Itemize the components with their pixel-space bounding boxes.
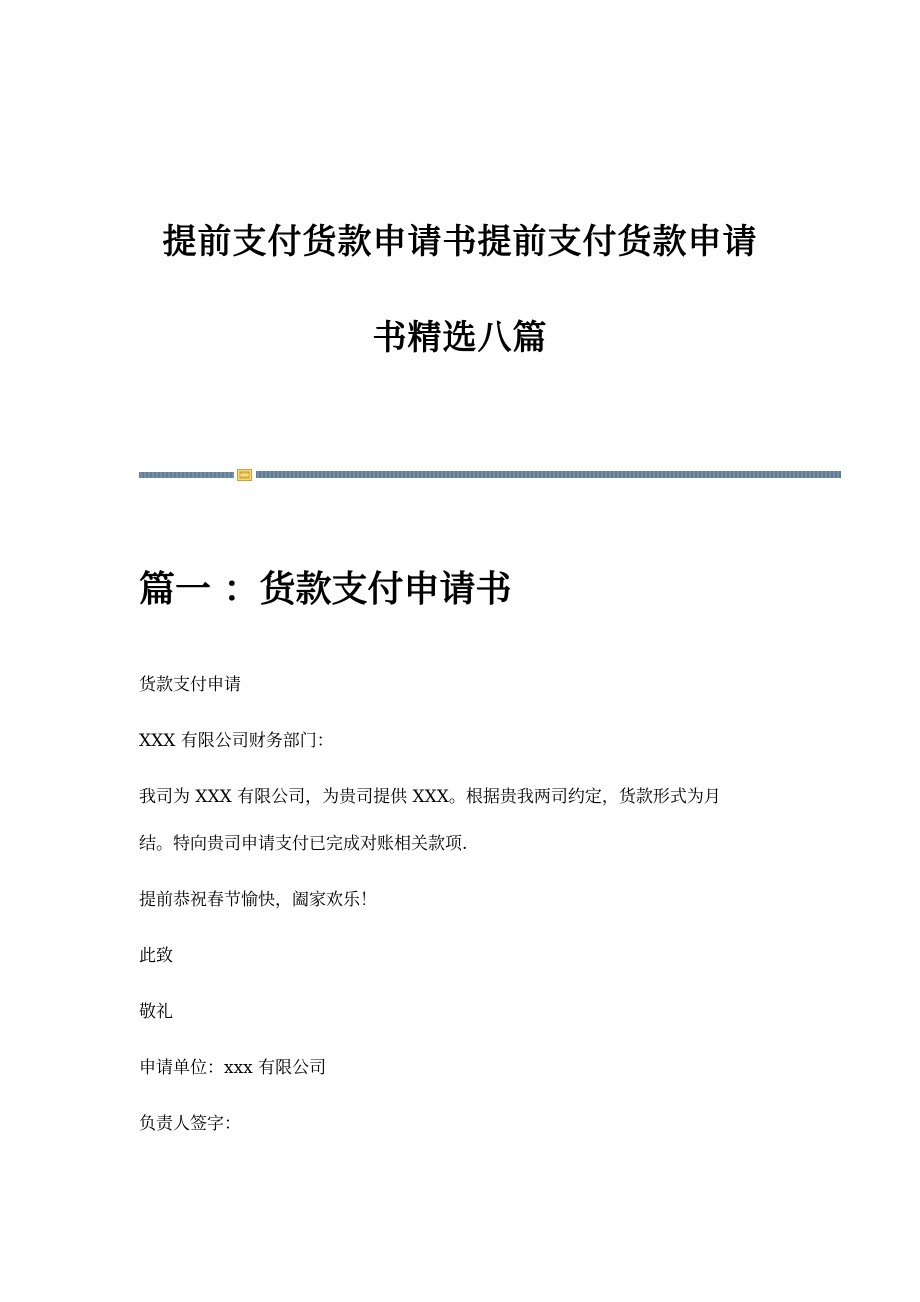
section-heading: 篇一 ：货款支付申请书	[139, 569, 512, 610]
divider-bar-left	[139, 472, 234, 478]
divider-bar-right	[256, 471, 841, 478]
title-divider	[139, 469, 841, 481]
divider-ornament-icon	[237, 469, 252, 481]
paragraph-subject: 货款支付申请	[139, 675, 241, 695]
paragraph-signature: 负责人签字：	[139, 1114, 241, 1134]
paragraph-body-line-1: 我司为 XXX 有限公司，为贵司提供 XXX。根据贵我两司约定，货款形式为月	[139, 787, 721, 807]
paragraph-greeting: 提前恭祝春节愉快，阖家欢乐！	[139, 890, 377, 910]
document-title-line-1: 提前支付货款申请书提前支付货款申请	[162, 222, 758, 262]
paragraph-body-line-2: 结。特向贵司申请支付已完成对账相关款项.	[139, 834, 468, 854]
paragraph-applicant: 申请单位：xxx 有限公司	[139, 1058, 327, 1078]
document-title-line-2: 书精选八篇	[372, 318, 548, 358]
paragraph-closing-2: 敬礼	[139, 1002, 173, 1022]
paragraph-closing-1: 此致	[139, 946, 173, 966]
paragraph-recipient: XXX 有限公司财务部门：	[139, 731, 334, 751]
